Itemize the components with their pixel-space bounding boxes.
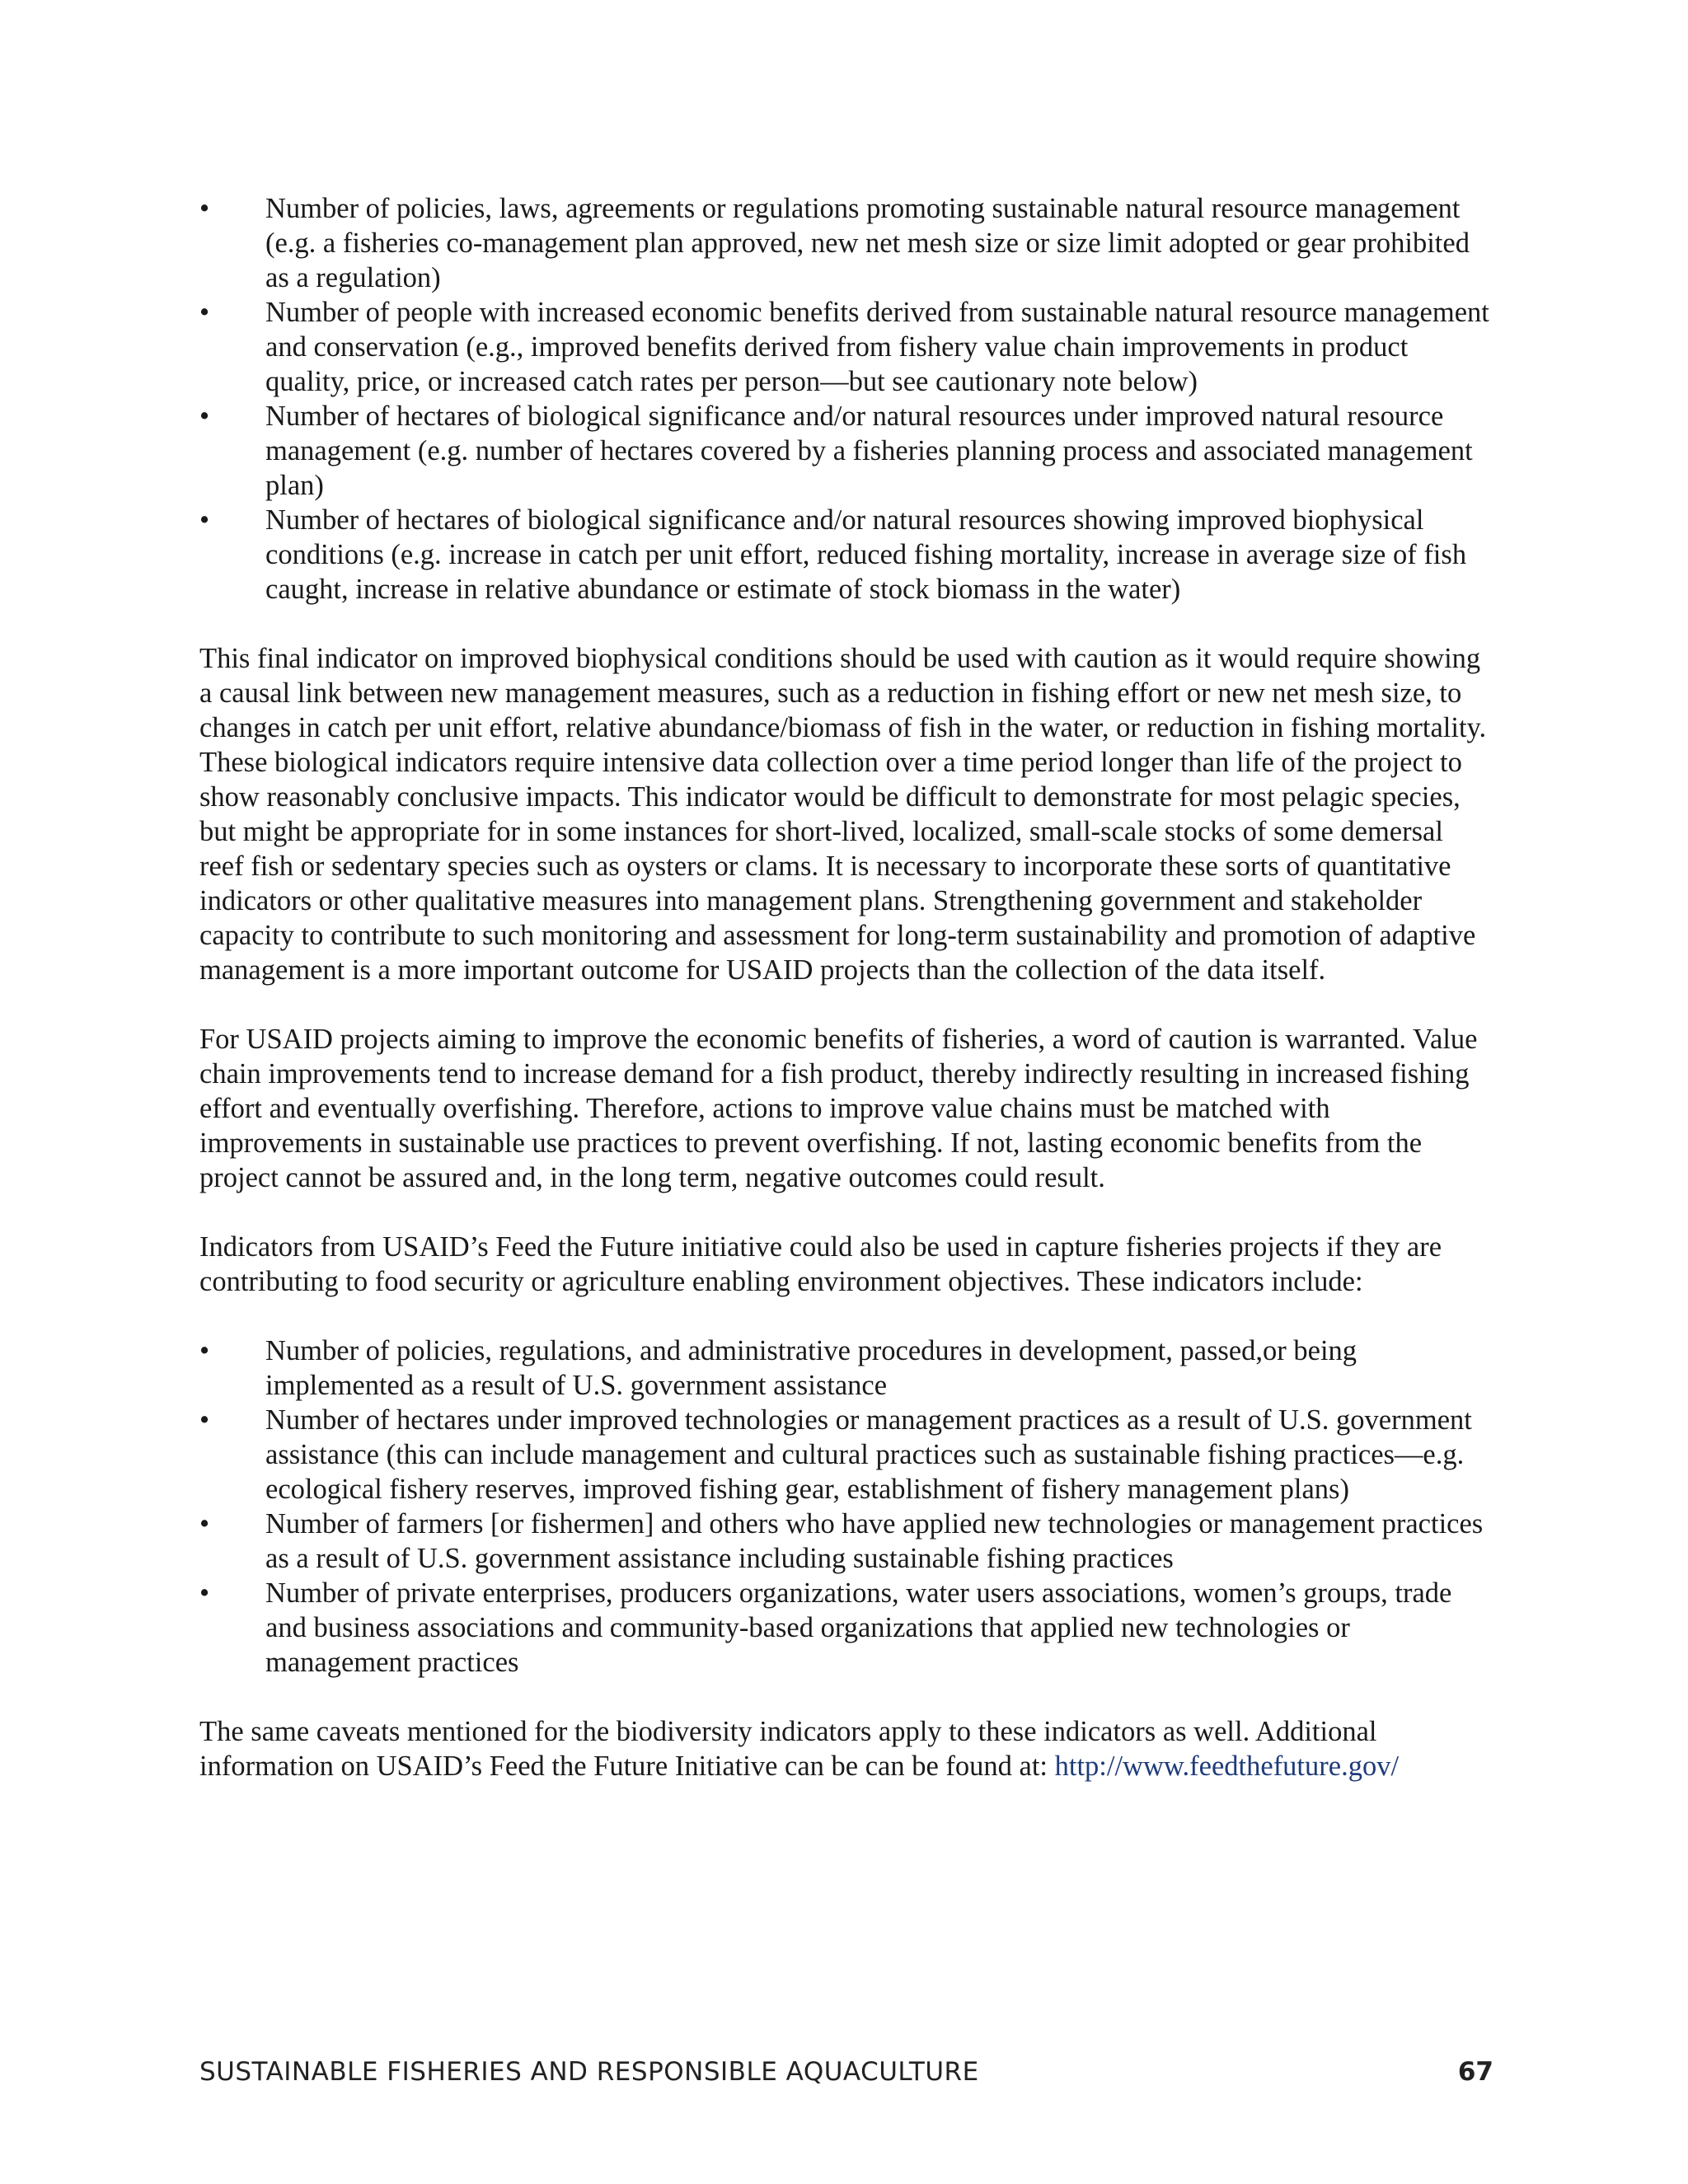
bullet-marker: •	[199, 504, 210, 536]
list-item	[199, 191, 1493, 295]
list-item-text: Number of policies, laws, agreements or regulations promoting sustainable natural resource management (e.g. a fisheries co-management plan approved, new net mesh size or size limit adopted or gear prohibited as a regulation)	[265, 193, 1470, 293]
footer-title: SUSTAINABLE FISHERIES AND RESPONSIBLE AQUACULTURE	[199, 2057, 979, 2087]
bullet-marker: •	[199, 193, 210, 224]
paragraph-biophysical-caution: This final indicator on improved biophysical conditions should be used with caution as it would require showing a causal link between new management measures, such as a reduction in fishing effort or new net mesh size, to changes in catch per unit effort, relative abundance/biomass of fish in the water, or reduction in fishing mortality. These biological indicators require intensive data collection over a time period longer than life of the project to show reasonably conclusive impacts. This indicator would be difficult to demonstrate for most pelagic species, but might be appropriate for in some instances for short-lived, localized, small-scale stocks of some demersal reef fish or sedentary species such as oysters or clams. It is necessary to incorporate these sorts of quantitative indicators or other qualitative measures into management plans. Strengthening government and stakeholder capacity to contribute to such monitoring and assessment for long-term sustainability and promotion of adaptive management is a more important outcome for USAID projects than the collection of the data itself.	[199, 643, 1487, 986]
paragraph-economic-caution: For USAID projects aiming to improve the economic benefits of fisheries, a word of caution is warranted. Value chain improvements tend to increase demand for a fish product, thereby indirectly resulting in increased fishing effort and eventually overfishing. Therefore, actions to improve value chains must be matched with improvements in sustainable use practices to prevent overfishing. If not, lasting economic benefits from the project cannot be assured and, in the long term, negative outcomes could result.	[199, 1024, 1478, 1193]
list-item	[199, 1576, 1493, 1680]
bullet-marker: •	[199, 401, 210, 432]
list-item	[199, 1333, 1493, 1403]
list-item-text: Number of policies, regulations, and administrative procedures in development, passed,or being implemented as a result of U.S. government assistance	[265, 1335, 1357, 1401]
bullet-marker: •	[199, 297, 210, 328]
list-item	[199, 503, 1493, 607]
closing-text: The same caveats mentioned for the biodiversity indicators apply to these indicators as well. Additional information on USAID’s Feed the Future Initiative can be can be found at:	[199, 1716, 1377, 1782]
indicator-list-biodiversity	[199, 191, 1493, 607]
indicator-list-feed-the-future	[199, 1333, 1493, 1680]
list-item	[199, 1403, 1493, 1507]
page-footer	[199, 2057, 1493, 2093]
list-item-text: Number of people with increased economic benefits derived from sustainable natural resource management and conservation (e.g., improved benefits derived from fishery value chain improvements in product quality, price, or increased catch rates per person—but see cautionary note below)	[265, 297, 1489, 397]
bullet-marker: •	[199, 1404, 210, 1436]
list-item-text: Number of farmers [or fishermen] and others who have applied new technologies or management practices as a result of U.S. government assistance including sustainable fishing practices	[265, 1508, 1484, 1574]
bullet-marker: •	[199, 1577, 210, 1609]
page-body	[199, 191, 1493, 1783]
bullet-marker: •	[199, 1508, 210, 1540]
list-item-text: Number of hectares under improved technologies or management practices as a result of U.S. government assistance (this can include management and cultural practices such as sustainable fishing practices—e.g. ecological fishery reserves, improved fishing gear, establishment of fishery management plans)	[265, 1404, 1472, 1505]
list-item	[199, 399, 1493, 503]
list-item	[199, 1507, 1493, 1576]
list-item-text: Number of hectares of biological significance and/or natural resources showing improved biophysical conditions (e.g. increase in catch per unit effort, reduced fishing mortality, increase in average size of fish caught, increase in relative abundance or estimate of stock biomass in the water)	[265, 504, 1467, 605]
paragraph-closing	[199, 1714, 1493, 1783]
paragraph-feed-the-future-intro: Indicators from USAID’s Feed the Future initiative could also be used in capture fisheries projects if they are contributing to food security or agriculture enabling environment objectives. These indicators include:	[199, 1231, 1442, 1297]
feed-the-future-link[interactable]: http://www.feedthefuture.gov/	[1054, 1750, 1400, 1782]
list-item-text: Number of private enterprises, producers organizations, water users associations, women’s groups, trade and business associations and community-based organizations that applied new technologies or management practices	[265, 1577, 1452, 1678]
bullet-marker: •	[199, 1335, 210, 1366]
list-item	[199, 295, 1493, 399]
list-item-text: Number of hectares of biological significance and/or natural resources under improved natural resource management (e.g. number of hectares covered by a fisheries planning process and associated management plan)	[265, 401, 1473, 501]
page-number: 67	[1457, 2057, 1493, 2087]
